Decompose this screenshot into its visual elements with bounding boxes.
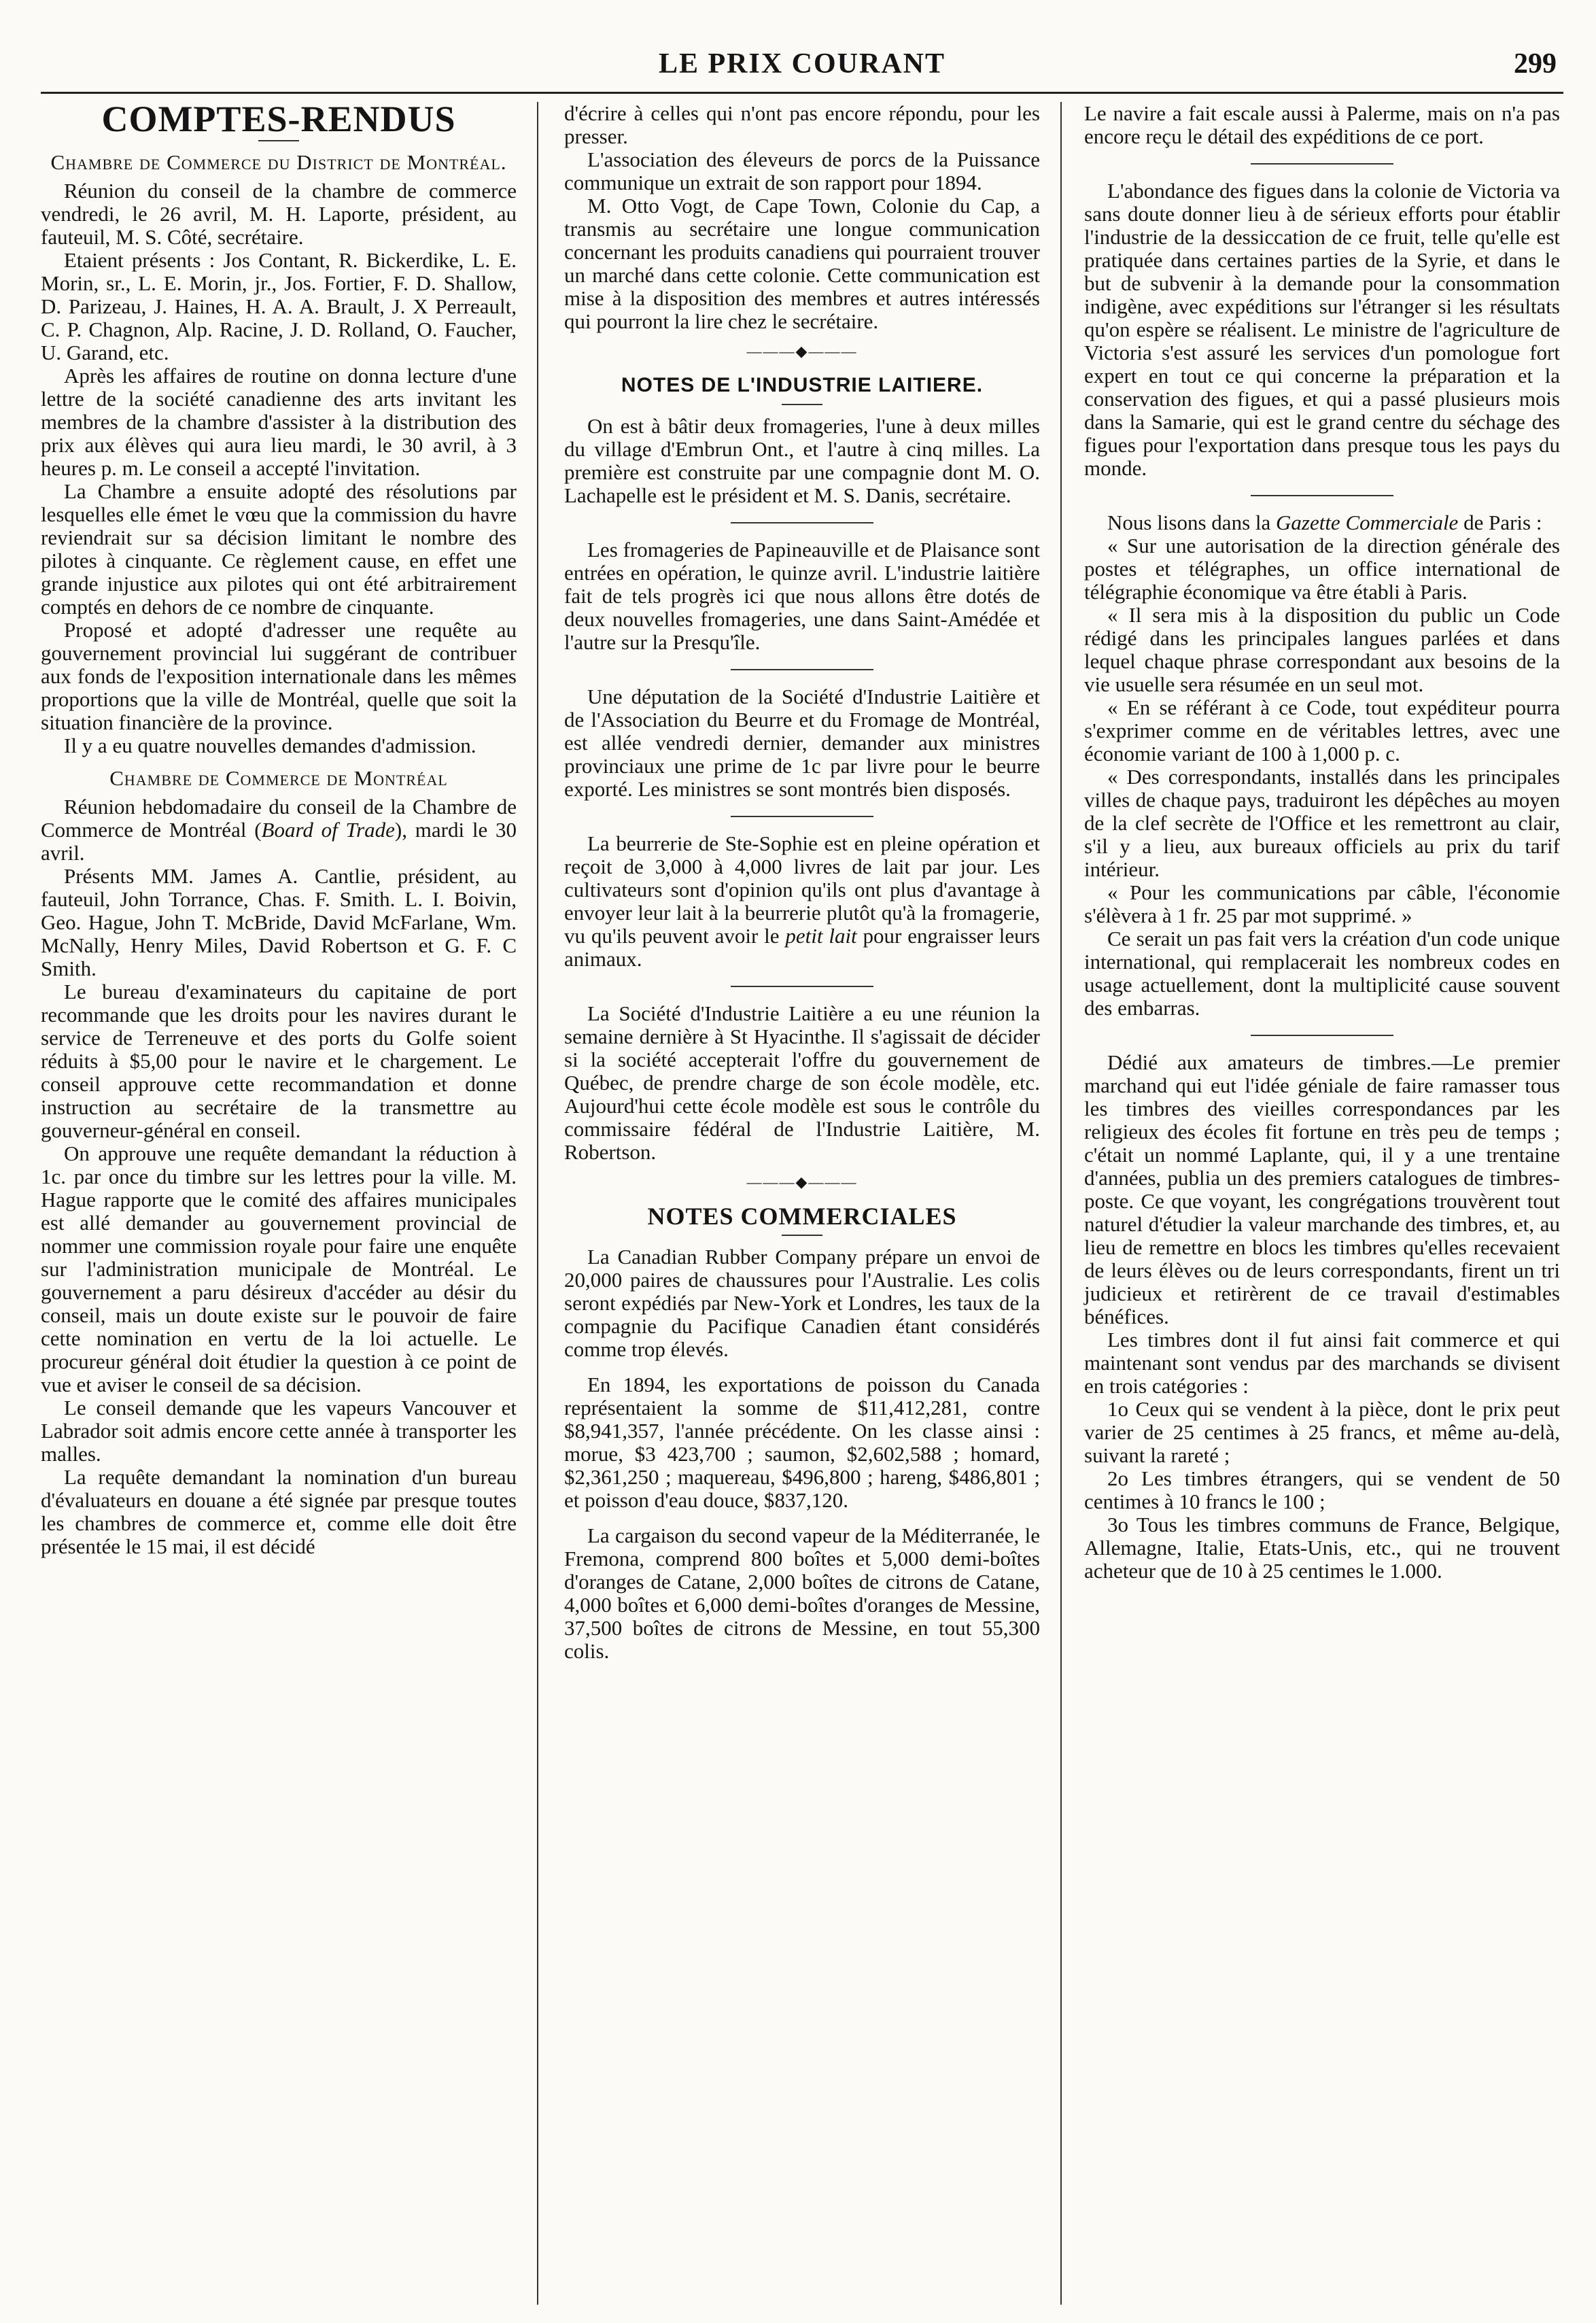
separator-rule — [731, 669, 873, 670]
separator-rule — [1251, 163, 1393, 165]
paragraph: d'écrire à celles qui n'ont pas encore répondu, pour les presser. — [564, 101, 1040, 148]
paragraph: Le navire a fait escale aussi à Palerme, mais on n'a pas encore reçu le détail des expéditions de ce port. — [1084, 101, 1560, 148]
subsection-heading: Chambre de Commerce de Montréal — [109, 766, 448, 790]
newspaper-page — [41, 27, 1563, 2305]
paragraph: Présents MM. James A. Cantlie, président, au fauteuil, John Torrance, Chas. F. Smith. L. I. Boivin, Geo. Hague, John T. McBride, David McFarlane, Wm. McNally, Henry Miles, David Robertson et G. F. C Smith. — [41, 864, 517, 980]
paragraph: Les timbres dont il fut ainsi fait commerce et qui maintenant sont vendus par des marchands se divisent en trois catégories : — [1084, 1328, 1560, 1398]
page-number: 299 — [1514, 48, 1557, 80]
heading-rule — [782, 404, 822, 405]
section-title: COMPTES-RENDUS — [101, 99, 456, 139]
paragraph: L'association des éleveurs de porcs de la Puissance communique un extrait de son rapport pour 1894. — [564, 148, 1040, 194]
paragraph: La cargaison du second vapeur de la Méditerranée, le Fremona, comprend 800 boîtes et 5,000 demi-boîtes d'oranges de Catane, 2,000 boîtes de citrons de Catane, 4,000 boîtes et 6,000 demi-boîtes d'oranges de Messine, 37,500 boîtes de citrons de Messine, en tout 55,300 colis. — [564, 1524, 1040, 1663]
paragraph: Une députation de la Société d'Industrie Laitière et de l'Association du Beurre et du Fromage de Montréal, est allée vendredi dernier, demander aux ministres provinciaux une prime de 1c par livre pour le beurre exporté. Les ministres se sont montrés bien disposés. — [564, 685, 1040, 801]
paragraph: 2o Les timbres étrangers, qui se vendent de 50 centimes à 10 francs le 100 ; — [1084, 1466, 1560, 1513]
column-1 — [41, 99, 517, 1558]
paragraph: Dédié aux amateurs de timbres.—Le premier marchand qui eut l'idée géniale de faire ramasser tous les timbres des vieilles correspondances par les religieux des écoles fit fortune en très peu de temps ; c'était un nommé Laplante, qui, il y a une trentaine d'années, publia un des premiers catalogues de timbres-poste. Ce que voyant, les congrégations trouvèrent tout naturel d'étudier la valeur marchande des timbres, et, au lieu de remettre en blocs les timbres qu'elles recevaient de leurs élèves ou de leurs correspondants, firent un tri judicieux et retirèrent de ce travail d'estimables bénéfices. — [1084, 1050, 1560, 1328]
paragraph: Réunion hebdomadaire du conseil de la Chambre de Commerce de Montréal (Board of Trade), mardi le 30 avril. — [41, 795, 517, 865]
title-rule — [258, 140, 299, 141]
publication-title: LE PRIX COURANT — [658, 48, 946, 80]
paragraph: Ce serait un pas fait vers la création d'un code unique international, qui remplacerait les nombreux codes en usage actuellement, dont la multiplicité cause souvent des embarras. — [1084, 927, 1560, 1020]
paragraph: La Société d'Industrie Laitière a eu une réunion la semaine dernière à St Hyacinthe. Il s'agissait de décider si la société accepterait l'offre du gouvernement de Québec, de prendre charge de son école modèle, etc. Aujourd'hui cette école modèle est sous le contrôle du commissaire fédéral de l'Industrie Laitière, M. Robertson. — [564, 1001, 1040, 1164]
paragraph: « Sur une autorisation de la direction générale des postes et télégraphes, un office international de télégraphie économique va être établi à Paris. — [1084, 534, 1560, 604]
separator-rule — [1251, 495, 1393, 496]
section-heading: NOTES COMMERCIALES — [647, 1203, 957, 1230]
paragraph: La Chambre a ensuite adopté des résolutions par lesquelles elle émet le vœu que la commission du havre reviendrait sur sa décision limitant le nombre des pilotes à cinquante. Ce règlement cause, en effet une grande injustice aux pilotes qui ont été arbitrairement comptés en dehors de ce nombre de cinquante. — [41, 479, 517, 619]
column-divider — [537, 102, 538, 2305]
paragraph: Réunion du conseil de la chambre de commerce vendredi, le 26 avril, M. H. Laporte, président, au fauteuil, M. S. Côté, secrétaire. — [41, 179, 517, 249]
paragraph: Nous lisons dans la Gazette Commerciale de Paris : — [1107, 511, 1542, 534]
paragraph: La Canadian Rubber Company prépare un envoi de 20,000 paires de chaussures pour l'Australie. Les colis seront expédiés par New-York et Londres, les taux de la compagnie du Pacifique Canadien étant considérés comme trop élevés. — [564, 1245, 1040, 1361]
ornament-divider: ———◆——— — [746, 1173, 858, 1190]
paragraph: « Pour les communications par câble, l'économie s'élèvera à 1 fr. 25 par mot supprimé. » — [1084, 880, 1560, 927]
separator-rule — [731, 816, 873, 817]
heading-rule — [782, 1235, 822, 1236]
paragraph: La requête demandant la nomination d'un bureau d'évaluateurs en douane a été signée par presque toutes les chambres de commerce et, comme elle doit être présentée le 15 mai, il est décidé — [41, 1465, 517, 1558]
column-3 — [1084, 102, 1560, 1583]
paragraph: Proposé et adopté d'adresser une requête au gouvernement provincial lui suggérant de contribuer aux fonds de l'exposition internationale dans les mêmes proportions que la ville de Montréal, quelle que soit la situation financière de la province. — [41, 618, 517, 734]
paragraph: « Il sera mis à la disposition du public un Code rédigé dans les principales langues parlées et dans lequel chaque phrase correspondant aux besoins de la vie usuelle sera résumée en un seul mot. — [1084, 603, 1560, 696]
paragraph: Après les affaires de routine on donna lecture d'une lettre de la société canadienne des arts invitant les membres de la chambre d'assister à la distribution des prix aux élèves qui aura lieu mardi, le 30 avril, à 3 heures p. m. Le conseil a accepté l'invitation. — [41, 364, 517, 480]
separator-rule — [731, 986, 873, 987]
header-rule — [41, 92, 1563, 94]
subsection-heading: Chambre de Commerce du District de Montréal. — [50, 150, 507, 174]
paragraph: 3o Tous les timbres communs de France, Belgique, Allemagne, Italie, Etats-Unis, etc., qui ne trouvent acheteur que de 10 à 25 centimes le 1.000. — [1084, 1513, 1560, 1583]
paragraph: Le bureau d'examinateurs du capitaine de port recommande que les droits pour les navires durant le service de Terreneuve et des ports du Golfe soient réduits à $5,00 pour le navire et le chargement. Le conseil approuve cette recommandation et donne instruction au secrétaire de la transmettre au gouverneur-général en conseil. — [41, 980, 517, 1142]
paragraph: Il y a eu quatre nouvelles demandes d'admission. — [64, 734, 476, 757]
paragraph: En 1894, les exportations de poisson du Canada représentaient la somme de $11,412,281, contre $8,941,357, l'année précédente. On les classe ainsi : morue, $3 423,700 ; saumon, $2,602,588 ; homard, $2,361,250 ; maquereau, $496,800 ; hareng, $486,801 ; et poisson d'eau douce, $837,120. — [564, 1373, 1040, 1512]
paragraph: L'abondance des figues dans la colonie de Victoria va sans doute donner lieu à de sérieux efforts pour établir l'industrie de la dessiccation de ce fruit, telle qu'elle est pratiquée dans certaines parties de la Syrie, et dans le but de subvenir à la demande pour la consommation indigène, avec expéditions sur l'étranger si les résultats qu'on espère se réalisent. Le ministre de l'agriculture de Victoria s'est assuré les services d'un pomologue fort expert en tout ce qui concerne la préparation et la conservation des figues, et qui a passé plusieurs mois dans la Samarie, qui est le grand centre du séchage des figues pour l'exportation dans presque tous les pays du monde. — [1084, 179, 1560, 480]
page-header — [41, 48, 1563, 95]
paragraph: La beurrerie de Ste-Sophie est en pleine opération et reçoit de 3,000 à 4,000 livres de lait par jour. Les cultivateurs sont d'opinion qu'ils ont plus d'avantage à envoyer leur lait à la beurrerie plutôt qu'à la fromagerie, vu qu'ils peuvent avoir le petit lait pour engraisser leurs animaux. — [564, 831, 1040, 971]
ornament-divider: ———◆——— — [746, 343, 858, 360]
separator-rule — [731, 522, 873, 523]
section-heading: NOTES DE L'INDUSTRIE LAITIERE. — [621, 374, 984, 396]
paragraph: Le conseil demande que les vapeurs Vancouver et Labrador soit admis encore cette année à transporter les malles. — [41, 1396, 517, 1466]
paragraph: « Des correspondants, installés dans les principales villes de chaque pays, traduiront les dépêches au moyen de la clef secrète de l'Office et les remettront au clair, s'il y a lieu, aux bureaux officiels au prix du tarif intérieur. — [1084, 765, 1560, 881]
paragraph: Les fromageries de Papineauville et de Plaisance sont entrées en opération, le quinze avril. L'industrie laitière fait de tels progrès ici que nous allons être dotés de deux nouvelles fromageries, une dans Saint-Amédée et l'autre sur la Presqu'île. — [564, 538, 1040, 654]
paragraph: Etaient présents : Jos Contant, R. Bickerdike, L. E. Morin, sr., L. E. Morin, jr., Jos. Fortier, F. D. Shallow, D. Parizeau, J. Haines, H. A. A. Brault, J. X Perreault, C. P. Chagnon, Alp. Racine, J. D. Rolland, O. Faucher, U. Garand, etc. — [41, 248, 517, 364]
paragraph: On est à bâtir deux fromageries, l'une à deux milles du village d'Embrun Ont., et l'autre à cinq milles. La première est construite par une compagnie dont M. O. Lachapelle est le président et M. S. Danis, secrétaire. — [564, 414, 1040, 507]
paragraph: On approuve une requête demandant la réduction à 1c. par once du timbre sur les lettres pour la ville. M. Hague rapporte que le comité des affaires municipales est allé demander au gouvernement provincial de nommer une commission royale pour faire une enquête sur l'administration municipale de Montréal. Le gouvernement a paru désireux d'accéder au désir du conseil, mais un doute existe sur le pouvoir de faire cette nomination en vertu de la loi actuelle. Le procureur général doit étudier la question à ce point de vue et aviser le conseil de sa décision. — [41, 1141, 517, 1396]
paragraph: 1o Ceux qui se vendent à la pièce, dont le prix peut varier de 25 centimes à 25 francs, et même au-delà, suivant la rareté ; — [1084, 1397, 1560, 1467]
paragraph: M. Otto Vogt, de Cape Town, Colonie du Cap, a transmis au secrétaire une longue communication concernant les produits canadiens qui pourraient trouver un marché dans cette colonie. Cette communication est mise à la disposition des membres et autres intéressés qui pourront la lire chez le secrétaire. — [564, 194, 1040, 333]
paragraph: « En se référant à ce Code, tout expéditeur pourra s'exprimer comme en de véritables lettres, avec une économie variant de 100 à 1,000 p. c. — [1084, 695, 1560, 765]
column-2 — [564, 102, 1040, 1663]
column-divider — [1060, 102, 1062, 2305]
separator-rule — [1251, 1035, 1393, 1036]
